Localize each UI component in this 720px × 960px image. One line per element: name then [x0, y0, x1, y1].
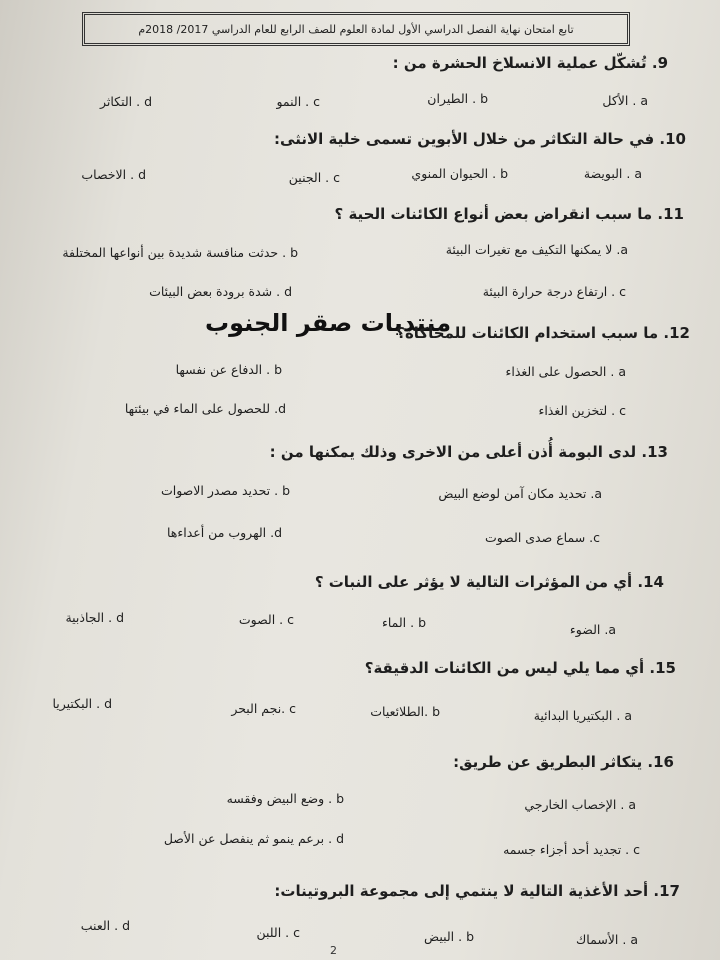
- forum-watermark: منتديات صقر الجنوب: [205, 309, 452, 337]
- q15-option-a: a . البكتيريا البدائية: [533, 708, 632, 723]
- q14-option-a: a. الضوء: [569, 622, 616, 637]
- q9-option-a: a . الأكل: [602, 93, 648, 108]
- q17-option-a: a . الأسماك: [575, 932, 638, 947]
- question-13: 13. لدى البومة أُذن أعلى من الاخرى وذلك يمكنها من :: [269, 443, 668, 461]
- q9-option-d: d . التكاثر: [100, 94, 152, 109]
- question-16: 16. يتكاثر البطريق عن طريق:: [453, 753, 674, 771]
- question-15: 15. أي مما يلي ليس من الكائنات الدقيقة؟: [364, 659, 676, 677]
- q15-option-c: c .نجم البحر: [231, 701, 296, 716]
- q17-option-b: b . البيض: [424, 929, 474, 944]
- q13-option-a: a. تحديد مكان آمن لوضع البيض: [438, 486, 602, 501]
- q14-option-b: b . الماء: [381, 615, 426, 630]
- header-title: تابع امتحان نهاية الفصل الدراسي الأول لمادة العلوم للصف الرابع للعام الدراسي 2017/ 2018م: [138, 22, 574, 36]
- q16-option-a: a . الإخصاب الخارجي: [524, 797, 636, 812]
- question-11: 11. ما سبب انقراض بعض أنواع الكائنات الحية ؟: [334, 205, 684, 223]
- q12-option-c: c . لتخزين الغذاء: [538, 403, 626, 418]
- q12-option-d: d. للحصول على الماء في بيئتها: [124, 401, 286, 416]
- q17-option-d: d . العنب: [80, 918, 130, 933]
- q17-option-c: c . اللبن: [256, 925, 300, 940]
- q15-option-b: b .الطلائعيات: [370, 704, 440, 719]
- q16-option-c: c . تجديد أحد أجزاء جسمه: [503, 842, 640, 857]
- exam-header: [82, 12, 630, 46]
- q10-option-c: c . الجنين: [288, 170, 340, 185]
- q16-option-d: d . برعم ينمو ثم ينفصل عن الأصل: [163, 831, 344, 846]
- q9-option-c: c . النمو: [276, 94, 320, 109]
- q11-option-d: d . شدة برودة بعض البيئات: [149, 284, 292, 299]
- q15-option-d: d . البكتيريا: [52, 696, 112, 711]
- q14-option-c: c . الصوت: [238, 612, 294, 627]
- q16-option-b: b . وضع البيض وفقسه: [226, 791, 344, 806]
- q11-option-c: c . ارتفاع درجة حرارة البيئة: [482, 284, 626, 299]
- q10-option-b: b . الحيوان المنوي: [411, 166, 508, 181]
- question-10: 10. في حالة التكاثر من خلال الأبوين تسمى خلية الانثى:: [274, 130, 686, 148]
- page-number: 2: [330, 944, 337, 957]
- q9-option-b: b . الطيران: [427, 91, 488, 106]
- q12-option-b: b . الدفاع عن نفسها: [175, 362, 282, 377]
- question-12: 12. ما سبب استخدام الكائنات للمحاكاة؟: [396, 324, 690, 342]
- q10-option-a: a . البويضة: [583, 166, 642, 181]
- question-14: 14. أي من المؤثرات التالية لا يؤثر على النبات ؟: [314, 573, 664, 591]
- q10-option-d: d . الاخصاب: [81, 167, 146, 182]
- q14-option-d: d . الجاذبية: [65, 610, 124, 625]
- q13-option-d: d. الهروب من أعداءها: [166, 525, 282, 540]
- question-17: 17. أحد الأغذية التالية لا ينتمي إلى مجموعة البروتينات:: [274, 882, 680, 900]
- question-9: 9. تُشكّل عملية الانسلاخ الحشرة من :: [392, 54, 668, 72]
- q13-option-c: c. سماع صدى الصوت: [484, 530, 600, 545]
- q13-option-b: b . تحديد مصدر الاصوات: [160, 483, 290, 498]
- q12-option-a: a . الحصول على الغذاء: [505, 364, 626, 379]
- q11-option-a: a. لا يمكنها التكيف مع تغيرات البيئة: [445, 242, 628, 257]
- q11-option-b: b . حدثت منافسة شديدة بين أنواعها المختلفة: [62, 245, 298, 260]
